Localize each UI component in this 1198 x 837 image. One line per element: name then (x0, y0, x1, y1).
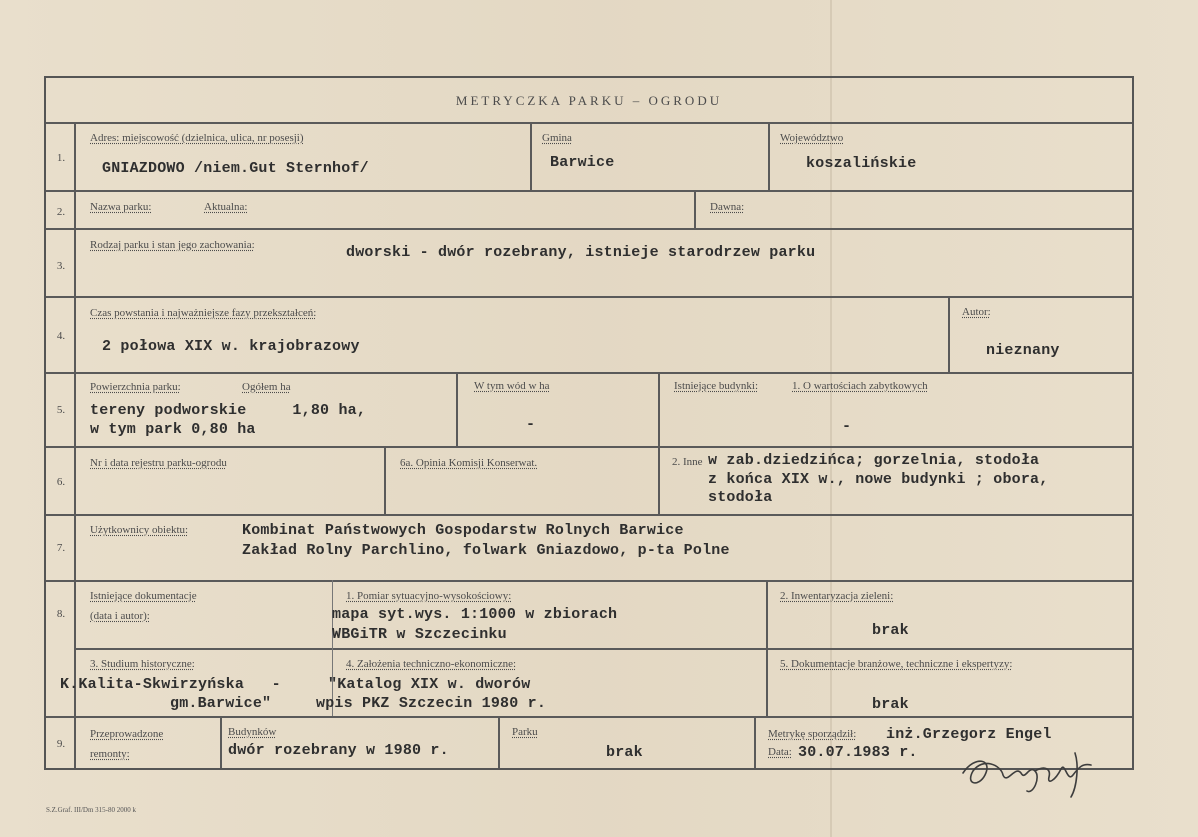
monument-buildings-value: - (842, 418, 852, 435)
prepared-by-label: Metrykę sporządził: (768, 728, 857, 740)
park-name-label: Nazwa parku: (90, 201, 152, 213)
col-divider (658, 446, 660, 514)
row-divider (46, 716, 1132, 718)
row-divider (46, 446, 1132, 448)
voivodeship-label: Województwo (780, 132, 844, 144)
row-divider (46, 580, 1132, 582)
row-number: 2. (56, 206, 66, 218)
row-divider (46, 190, 1132, 192)
row-number: 9. (56, 738, 66, 750)
total-area-label: Ogółem ha (242, 381, 291, 393)
existing-docs-label-2: (data i autor): (90, 610, 150, 622)
form-title: METRYCZKA PARKU – OGRODU (455, 93, 723, 108)
monument-buildings-label: 1. O wartościach zabytkowych (792, 380, 928, 392)
col-divider (768, 122, 770, 190)
gmina-label: Gmina (542, 132, 572, 144)
origin-value: 2 połowa XIX w. krajobrazowy (102, 338, 360, 355)
historical-study-line-1: K.Kalita-Skwirzyńska - (60, 676, 281, 693)
park-type-value: dworski - dwór rozebrany, istnieje starodrzew parku (346, 244, 816, 261)
col-divider (384, 446, 386, 514)
row-divider (46, 514, 1132, 516)
historical-study-label: 3. Studium historyczne: (90, 658, 195, 670)
area-line-2: w tym park 0,80 ha (90, 421, 256, 438)
tech-econ-label: 4. Założenia techniczno-ekonomiczne: (346, 658, 517, 670)
existing-buildings-label: Istniejące budynki: (674, 380, 759, 392)
users-line-1: Kombinat Państwowych Gospodarstw Rolnych Barwice (242, 522, 684, 539)
voivodeship-value: koszalińskie (806, 155, 917, 172)
col-divider (658, 372, 660, 446)
renovations-label: Przeprowadzone (90, 728, 164, 740)
trade-docs-label: 5. Dokumentacje branżowe, techniczne i ekspertyzy: (780, 658, 1013, 670)
origin-label: Czas powstania i najważniejsze fazy przekształceń: (90, 307, 317, 319)
row-divider (46, 372, 1132, 374)
park-type-label: Rodzaj parku i stan jego zachowania: (90, 239, 255, 251)
trade-docs-value: brak (872, 696, 909, 713)
historical-study-line-2: gm.Barwice" (170, 695, 272, 712)
greenery-inventory-value: brak (872, 622, 909, 639)
water-area-value: - (526, 416, 536, 433)
row-divider (46, 122, 1132, 124)
former-name-label: Dawna: (710, 201, 745, 213)
row-number: 1. (56, 152, 66, 164)
current-name-label: Aktualna: (204, 201, 248, 213)
row-divider (46, 296, 1132, 298)
area-label: Powierzchnia parku: (90, 381, 181, 393)
col-divider (530, 122, 532, 190)
col-divider (766, 580, 768, 716)
author-value: nieznany (986, 342, 1060, 359)
col-divider (498, 716, 500, 768)
row-number: 8. (56, 608, 66, 620)
other-buildings-line-2: z końca XIX w., nowe budynki ; obora, (708, 471, 1049, 488)
conservation-opinion-label: 6a. Opinia Komisji Konserwat. (400, 457, 538, 469)
row-number: 6. (56, 476, 66, 488)
row-divider (76, 648, 1132, 650)
row-number: 5. (56, 404, 66, 416)
col-divider (754, 716, 756, 768)
greenery-inventory-label: 2. Inwentaryzacja zieleni: (780, 590, 894, 602)
row-number: 3. (56, 260, 66, 272)
col-divider (694, 190, 696, 228)
row-number: 7. (56, 542, 66, 554)
gmina-value: Barwice (550, 154, 615, 171)
users-label: Użytkownicy obiektu: (90, 524, 189, 536)
existing-docs-label: Istniejące dokumentacje (90, 590, 197, 602)
col-divider (220, 716, 222, 768)
register-label: Nr i data rejestru parku-ogrodu (90, 457, 227, 469)
address-value: GNIAZDOWO /niem.Gut Sternhof/ (102, 160, 369, 177)
date-value: 30.07.1983 r. (798, 744, 918, 761)
signature-icon (955, 735, 1105, 805)
row-number: 4. (56, 330, 66, 342)
row-divider (46, 228, 1132, 230)
prepared-by-value: inż.Grzegorz Engel (886, 726, 1052, 743)
col-divider (456, 372, 458, 446)
other-buildings-line-3: stodoła (708, 489, 773, 506)
other-buildings-line-1: w zab.dziedzińca; gorzelnia, stodoła (708, 452, 1040, 469)
tech-econ-line-1: "Katalog XIX w. dworów (328, 676, 531, 693)
author-label: Autor: (962, 306, 991, 318)
other-buildings-label: 2. Inne (672, 456, 703, 468)
survey-line-1: mapa syt.wys. 1:1000 w zbiorach (332, 606, 618, 623)
park-renov-value: brak (606, 744, 643, 761)
survey-label: 1. Pomiar sytuacyjno-wysokościowy: (346, 590, 512, 602)
address-label: Adres: miejscowość (dzielnica, ulica, nr posesji) (90, 132, 304, 144)
tech-econ-line-2: wpis PKZ Szczecin 1980 r. (316, 695, 547, 712)
buildings-renov-value: dwór rozebrany w 1980 r. (228, 742, 449, 759)
renovations-label-2: remonty: (90, 748, 130, 760)
park-renov-label: Parku (512, 726, 538, 738)
print-footer: S.Z.Graf. III/Dm 315-80 2000 k (46, 806, 137, 814)
water-area-label: W tym wód w ha (474, 380, 550, 392)
col-divider (948, 296, 950, 372)
area-line-1: tereny podworskie 1,80 ha, (90, 402, 367, 419)
date-label: Data: (768, 746, 792, 758)
users-line-2: Zakład Rolny Parchlino, folwark Gniazdowo, p-ta Polne (242, 542, 730, 559)
number-column-divider (74, 122, 76, 768)
park-record-form (44, 76, 1134, 770)
buildings-renov-label: Budynków (228, 726, 277, 738)
survey-line-2: WBGiTR w Szczecinku (332, 626, 507, 643)
